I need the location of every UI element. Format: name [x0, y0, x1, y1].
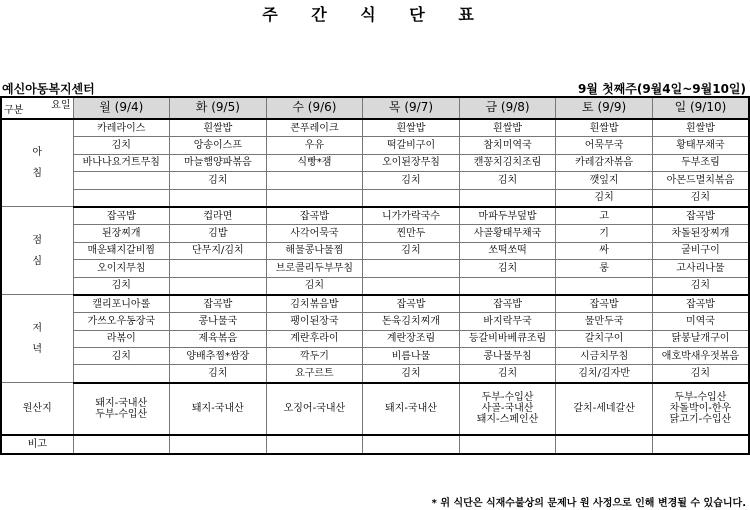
menu-item: 오이지무침: [73, 260, 170, 277]
menu-item: 식빵*잼: [266, 154, 363, 171]
weekly-menu-table: [0, 96, 750, 455]
menu-item: 차돌된장찌개: [652, 225, 749, 242]
menu-item: 애호박새우젓볶음: [652, 348, 749, 365]
menu-item: [266, 189, 363, 207]
corner-cell: [1, 97, 73, 119]
menu-item: 흰쌀밥: [170, 119, 267, 137]
menu-item: 김밥: [170, 225, 267, 242]
menu-item: 싸: [556, 242, 653, 259]
menu-item: 시금치무침: [556, 348, 653, 365]
menu-item: 떡갈비구이: [363, 137, 460, 154]
origin-label: 원산지: [1, 383, 73, 435]
menu-item: 깻잎지: [556, 172, 653, 189]
menu-row: [1, 119, 749, 137]
menu-item: 김치: [556, 189, 653, 207]
menu-item: 팽이된장국: [266, 313, 363, 330]
note-row: [1, 435, 749, 454]
menu-item: 카레라이스: [73, 119, 170, 137]
menu-item: 비름나물: [363, 348, 460, 365]
day-header: 일 (9/10): [652, 97, 749, 119]
origin-cell: 오징어-국내산: [266, 383, 363, 435]
day-header: 월 (9/4): [73, 97, 170, 119]
menu-item: [363, 260, 460, 277]
menu-item: 라볶이: [73, 330, 170, 347]
menu-item: 김치: [363, 172, 460, 189]
menu-item: 고사리나물: [652, 260, 749, 277]
menu-item: [170, 277, 267, 295]
menu-item: 깍두기: [266, 348, 363, 365]
menu-item: 매운돼지갈비찜: [73, 242, 170, 259]
menu-item: 롱: [556, 260, 653, 277]
menu-item: 마파두부덮밥: [459, 207, 556, 225]
day-header: 목 (9/7): [363, 97, 460, 119]
meal-label-char: 녁: [32, 343, 43, 355]
menu-item: [73, 189, 170, 207]
menu-item: 컵라면: [170, 207, 267, 225]
origin-cell: 갈치-세네갈산: [556, 383, 653, 435]
menu-item: [73, 172, 170, 189]
menu-item: 김치: [459, 172, 556, 189]
menu-row: [1, 365, 749, 383]
menu-item: 브로콜리두부무침: [266, 260, 363, 277]
menu-item: 닭봉날개구이: [652, 330, 749, 347]
menu-item: 양배추찜*쌈장: [170, 348, 267, 365]
menu-item: 마늘햄양파볶음: [170, 154, 267, 171]
menu-item: 잡곡밥: [73, 207, 170, 225]
menu-item: 니가가락국수: [363, 207, 460, 225]
menu-item: 된장찌개: [73, 225, 170, 242]
meal-label-char: 점: [32, 234, 43, 246]
menu-row: [1, 242, 749, 259]
origin-cell: 두부-수입산 사골-국내산 돼지-스페인산: [459, 383, 556, 435]
center-name: 예신아동복지센터: [2, 82, 95, 96]
meal-label: [1, 207, 73, 295]
menu-item: 김치: [170, 172, 267, 189]
menu-item: 김치: [363, 365, 460, 383]
menu-row: [1, 330, 749, 347]
menu-item: 김치: [652, 277, 749, 295]
menu-item: 잡곡밥: [652, 207, 749, 225]
menu-item: 가쓰오우동장국: [73, 313, 170, 330]
menu-item: 고: [556, 207, 653, 225]
week-range: 9월 첫째주(9월4일~9월10일): [577, 82, 746, 96]
menu-item: [170, 189, 267, 207]
menu-item: 잡곡밥: [170, 295, 267, 313]
origin-cell: 돼지-국내산: [363, 383, 460, 435]
menu-row: [1, 207, 749, 225]
menu-item: 김치볶음밥: [266, 295, 363, 313]
menu-item: 우유: [266, 137, 363, 154]
menu-item: 김치: [170, 365, 267, 383]
menu-row: [1, 172, 749, 189]
day-header: 토 (9/9): [556, 97, 653, 119]
menu-item: 아몬드멸치볶음: [652, 172, 749, 189]
menu-item: 기: [556, 225, 653, 242]
menu-row: [1, 313, 749, 330]
menu-item: 흰쌀밥: [652, 119, 749, 137]
menu-item: 김치: [73, 277, 170, 295]
menu-row: [1, 295, 749, 313]
note-cell: [73, 435, 170, 454]
menu-item: 김치: [459, 260, 556, 277]
day-header: 수 (9/6): [266, 97, 363, 119]
menu-item: 바지락무국: [459, 313, 556, 330]
menu-item: 김치: [459, 365, 556, 383]
menu-item: 계란후라이: [266, 330, 363, 347]
menu-item: 캔꽁치김치조림: [459, 154, 556, 171]
menu-item: 어묵무국: [556, 137, 653, 154]
menu-item: 바나나요거트무침: [73, 154, 170, 171]
menu-row: [1, 137, 749, 154]
menu-item: 콩나물무침: [459, 348, 556, 365]
menu-item: [363, 277, 460, 295]
origin-row: [1, 383, 749, 435]
menu-item: [266, 172, 363, 189]
meal-label-char: 저: [32, 322, 43, 334]
menu-item: [556, 277, 653, 295]
note-cell: [363, 435, 460, 454]
menu-row: [1, 189, 749, 207]
menu-item: [170, 260, 267, 277]
menu-item: [459, 189, 556, 207]
menu-item: 계란장조림: [363, 330, 460, 347]
menu-item: 갈치구이: [556, 330, 653, 347]
corner-col-label: 요일: [51, 100, 71, 111]
menu-item: 미역국: [652, 313, 749, 330]
menu-item: 흰쌀밥: [459, 119, 556, 137]
menu-item: 잡곡밥: [363, 295, 460, 313]
menu-item: 콩나물국: [170, 313, 267, 330]
menu-row: [1, 260, 749, 277]
page-title: 주 간 식 단 표: [262, 5, 488, 24]
menu-item: [73, 365, 170, 383]
meal-label: [1, 295, 73, 383]
corner-row-label: 구분: [4, 105, 24, 116]
menu-item: 잡곡밥: [556, 295, 653, 313]
menu-item: 요구르트: [266, 365, 363, 383]
menu-row: [1, 277, 749, 295]
note-cell: [652, 435, 749, 454]
menu-item: 흰쌀밥: [363, 119, 460, 137]
menu-item: 물만두국: [556, 313, 653, 330]
menu-item: 캘리포니아롤: [73, 295, 170, 313]
menu-item: 김치: [363, 242, 460, 259]
menu-item: 돈육김치찌개: [363, 313, 460, 330]
meal-label-char: 침: [32, 168, 43, 180]
origin-cell: 돼지-국내산 두부-수입산: [73, 383, 170, 435]
note-cell: [556, 435, 653, 454]
menu-item: [363, 189, 460, 207]
menu-item: 김치: [652, 365, 749, 383]
note-label: 비고: [1, 435, 73, 454]
note-cell: [266, 435, 363, 454]
menu-item: 등갈비바베큐조림: [459, 330, 556, 347]
origin-cell: 돼지-국내산: [170, 383, 267, 435]
menu-item: 흰쌀밥: [556, 119, 653, 137]
menu-item: 황태무채국: [652, 137, 749, 154]
menu-item: [459, 277, 556, 295]
menu-item: 김치: [652, 189, 749, 207]
menu-item: 참치미역국: [459, 137, 556, 154]
menu-item: 단무지/김치: [170, 242, 267, 259]
menu-item: 김치/김자반: [556, 365, 653, 383]
note-cell: [459, 435, 556, 454]
header-row: [1, 97, 749, 119]
menu-item: 잡곡밥: [652, 295, 749, 313]
menu-item: 김치: [73, 348, 170, 365]
menu-item: 김치: [73, 137, 170, 154]
menu-item: 잡곡밥: [266, 207, 363, 225]
menu-item: 잡곡밥: [459, 295, 556, 313]
menu-item: 김치: [266, 277, 363, 295]
menu-item: 콘푸레이크: [266, 119, 363, 137]
day-header: 금 (9/8): [459, 97, 556, 119]
menu-item: 오이된장무침: [363, 154, 460, 171]
menu-item: 두부조림: [652, 154, 749, 171]
origin-cell: 두부-수입산 차돌박이-한우 닭고기-수입산: [652, 383, 749, 435]
menu-item: 찐만두: [363, 225, 460, 242]
note-cell: [170, 435, 267, 454]
menu-item: 제육볶음: [170, 330, 267, 347]
menu-row: [1, 225, 749, 242]
menu-row: [1, 348, 749, 365]
menu-item: 쏘떡쏘떡: [459, 242, 556, 259]
menu-item: 앙송이스프: [170, 137, 267, 154]
meal-label-char: 심: [32, 255, 43, 267]
meal-label: [1, 119, 73, 207]
day-header: 화 (9/5): [170, 97, 267, 119]
menu-item: 사골황태무채국: [459, 225, 556, 242]
menu-row: [1, 154, 749, 171]
menu-item: 카레감자볶음: [556, 154, 653, 171]
menu-item: 해물콩나물찜: [266, 242, 363, 259]
meal-label-char: 아: [32, 147, 43, 159]
menu-item: 굴비구이: [652, 242, 749, 259]
menu-body: [1, 119, 749, 454]
footnote: * 위 식단은 식재수불상의 문제나 원 사정으로 인해 변경될 수 있습니다.: [431, 498, 746, 509]
menu-item: 사각어묵국: [266, 225, 363, 242]
